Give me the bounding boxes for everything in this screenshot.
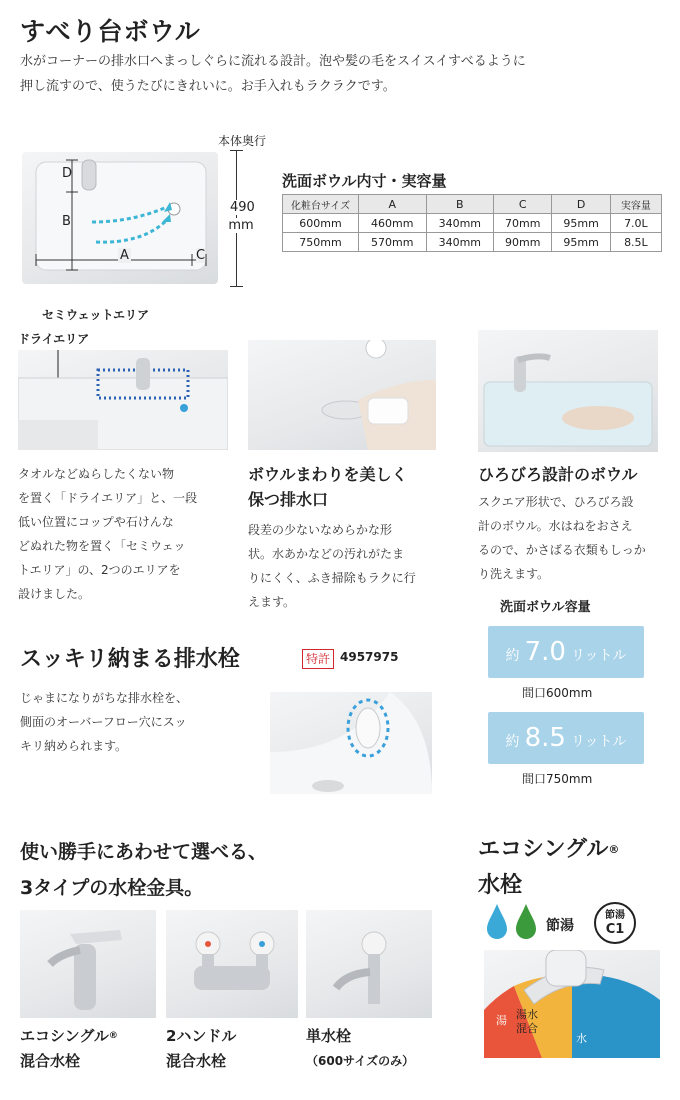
table-cell: 570mm — [359, 233, 427, 252]
capacity-750-caption: 間口750mm — [522, 772, 593, 786]
spec-header-d: D — [552, 195, 610, 214]
table-cell: 460mm — [359, 214, 427, 233]
bowl-description-line-2: 押し流すので、使うたびにきれいに。お手入れもラクラクです。 — [20, 79, 396, 94]
faucet-photo-single-tap — [306, 910, 432, 1018]
spec-table-title: 洗面ボウル内寸・実容量 — [282, 172, 447, 190]
dimension-label-c: C — [196, 248, 206, 263]
drain-plug-title: スッキリ納まる排水栓 — [20, 647, 240, 672]
bowl-top-view-photo — [22, 152, 218, 284]
wide-bowl-washing-photo — [478, 330, 658, 452]
table-row — [283, 233, 662, 252]
table-cell: 8.5L — [610, 233, 661, 252]
dimension-label-d: D — [62, 166, 73, 181]
eco-single-faucet-illustration — [20, 910, 156, 1018]
patent-badge: 特許 — [302, 649, 334, 669]
lever-zone-cold: 水 — [576, 1032, 587, 1045]
table-row — [283, 214, 662, 233]
water-saving-c1-badge: 節湯 C1 — [594, 902, 636, 944]
spec-header-size: 化粧台サイズ — [283, 195, 359, 214]
capacity-600-box: 約 7.0 リットル — [488, 626, 644, 678]
water-saving-label: 節湯 — [546, 918, 574, 934]
vanity-areas-photo — [18, 350, 228, 450]
semi-wet-area-label: セミウェットエリア — [42, 308, 150, 322]
spec-header-capacity: 実容量 — [610, 195, 661, 214]
wide-bowl-illustration — [478, 330, 658, 452]
eco-single-title: エコシングル® 水栓 — [478, 837, 620, 898]
overflow-plug-illustration — [270, 692, 432, 794]
dry-area-label: ドライエリア — [18, 332, 90, 346]
lever-zone-hot: 湯 — [496, 1014, 507, 1027]
section-title-bowl: すべり台ボウル — [20, 17, 201, 46]
faucet-types-title: 使い勝手にあわせて選べる、 3タイプの水栓金具。 — [20, 841, 268, 899]
faucet-label-single-tap: 単水栓 （600サイズのみ） — [306, 1027, 415, 1068]
drain-wipe-illustration — [248, 340, 436, 450]
lever-zone-diagram — [484, 950, 660, 1058]
depth-value: 490 — [230, 200, 255, 215]
table-cell: 90mm — [494, 233, 552, 252]
spec-header-b: B — [426, 195, 494, 214]
drain-cleaning-photo — [248, 340, 436, 450]
bowl-description-line-1: 水がコーナーの排水口へまっしぐらに流れる設計。泡や髪の毛をスイスイすべるように — [20, 54, 526, 69]
patent-number: 4957975 — [340, 650, 399, 664]
feature-drain-text: 段差の少ないなめらかな形 状。水あかなどの汚れがたま りにくく、ふき掃除もラクに行 えます。 — [248, 523, 416, 609]
dimension-label-b: B — [62, 214, 71, 229]
feature-wide-bowl-text: スクエア形状で、ひろびろ設 計のボウル。水はねをおさえ るので、かさばる衣類もしっか り洗えます。 — [478, 495, 646, 581]
depth-unit: mm — [228, 218, 254, 233]
table-cell: 95mm — [552, 214, 610, 233]
lever-zone-mix: 湯水 混合 — [516, 1008, 538, 1035]
faucet-photo-two-handle — [166, 910, 298, 1018]
bowl-dimension-diagram — [22, 152, 218, 284]
overflow-plug-photo — [270, 692, 432, 794]
table-cell: 750mm — [283, 233, 359, 252]
table-cell: 600mm — [283, 214, 359, 233]
drain-plug-text: じゃまになりがちな排水栓を、 側面のオーバーフロー穴にスッ キリ納められます。 — [20, 691, 189, 753]
dimension-label-a: A — [120, 248, 129, 263]
water-drops-icon — [484, 902, 540, 942]
spec-header-c: C — [494, 195, 552, 214]
feature-dry-area-text: タオルなどぬらしたくない物 を置く「ドライエリア」と、一段 低い位置にコップや石けんな どぬれた物を置く「セミウェッ トエリア」の、2つのエリアを 設けました。 — [18, 467, 198, 601]
spec-table — [282, 194, 662, 252]
faucet-label-eco-single: エコシングル® 混合水栓 — [20, 1027, 118, 1070]
table-cell: 340mm — [426, 214, 494, 233]
faucet-label-two-handle: 2ハンドル 混合水栓 — [166, 1027, 237, 1070]
table-cell: 95mm — [552, 233, 610, 252]
table-cell: 70mm — [494, 214, 552, 233]
vanity-areas-illustration — [18, 350, 228, 450]
capacity-title: 洗面ボウル容量 — [500, 600, 591, 615]
feature-drain-title: ボウルまわりを美しく 保つ排水口 — [248, 465, 408, 509]
faucet-photo-eco-single — [20, 910, 156, 1018]
capacity-600-caption: 間口600mm — [522, 686, 593, 700]
feature-wide-bowl-title: ひろびろ設計のボウル — [478, 465, 638, 484]
capacity-750-box: 約 8.5 リットル — [488, 712, 644, 764]
spec-header-a: A — [359, 195, 427, 214]
table-cell: 340mm — [426, 233, 494, 252]
depth-label: 本体奥行 — [218, 134, 267, 148]
single-tap-faucet-illustration — [306, 910, 432, 1018]
spec-table-header-row — [283, 195, 662, 214]
eco-single-lever-photo — [484, 950, 660, 1058]
table-cell: 7.0L — [610, 214, 661, 233]
two-handle-faucet-illustration — [166, 910, 298, 1018]
